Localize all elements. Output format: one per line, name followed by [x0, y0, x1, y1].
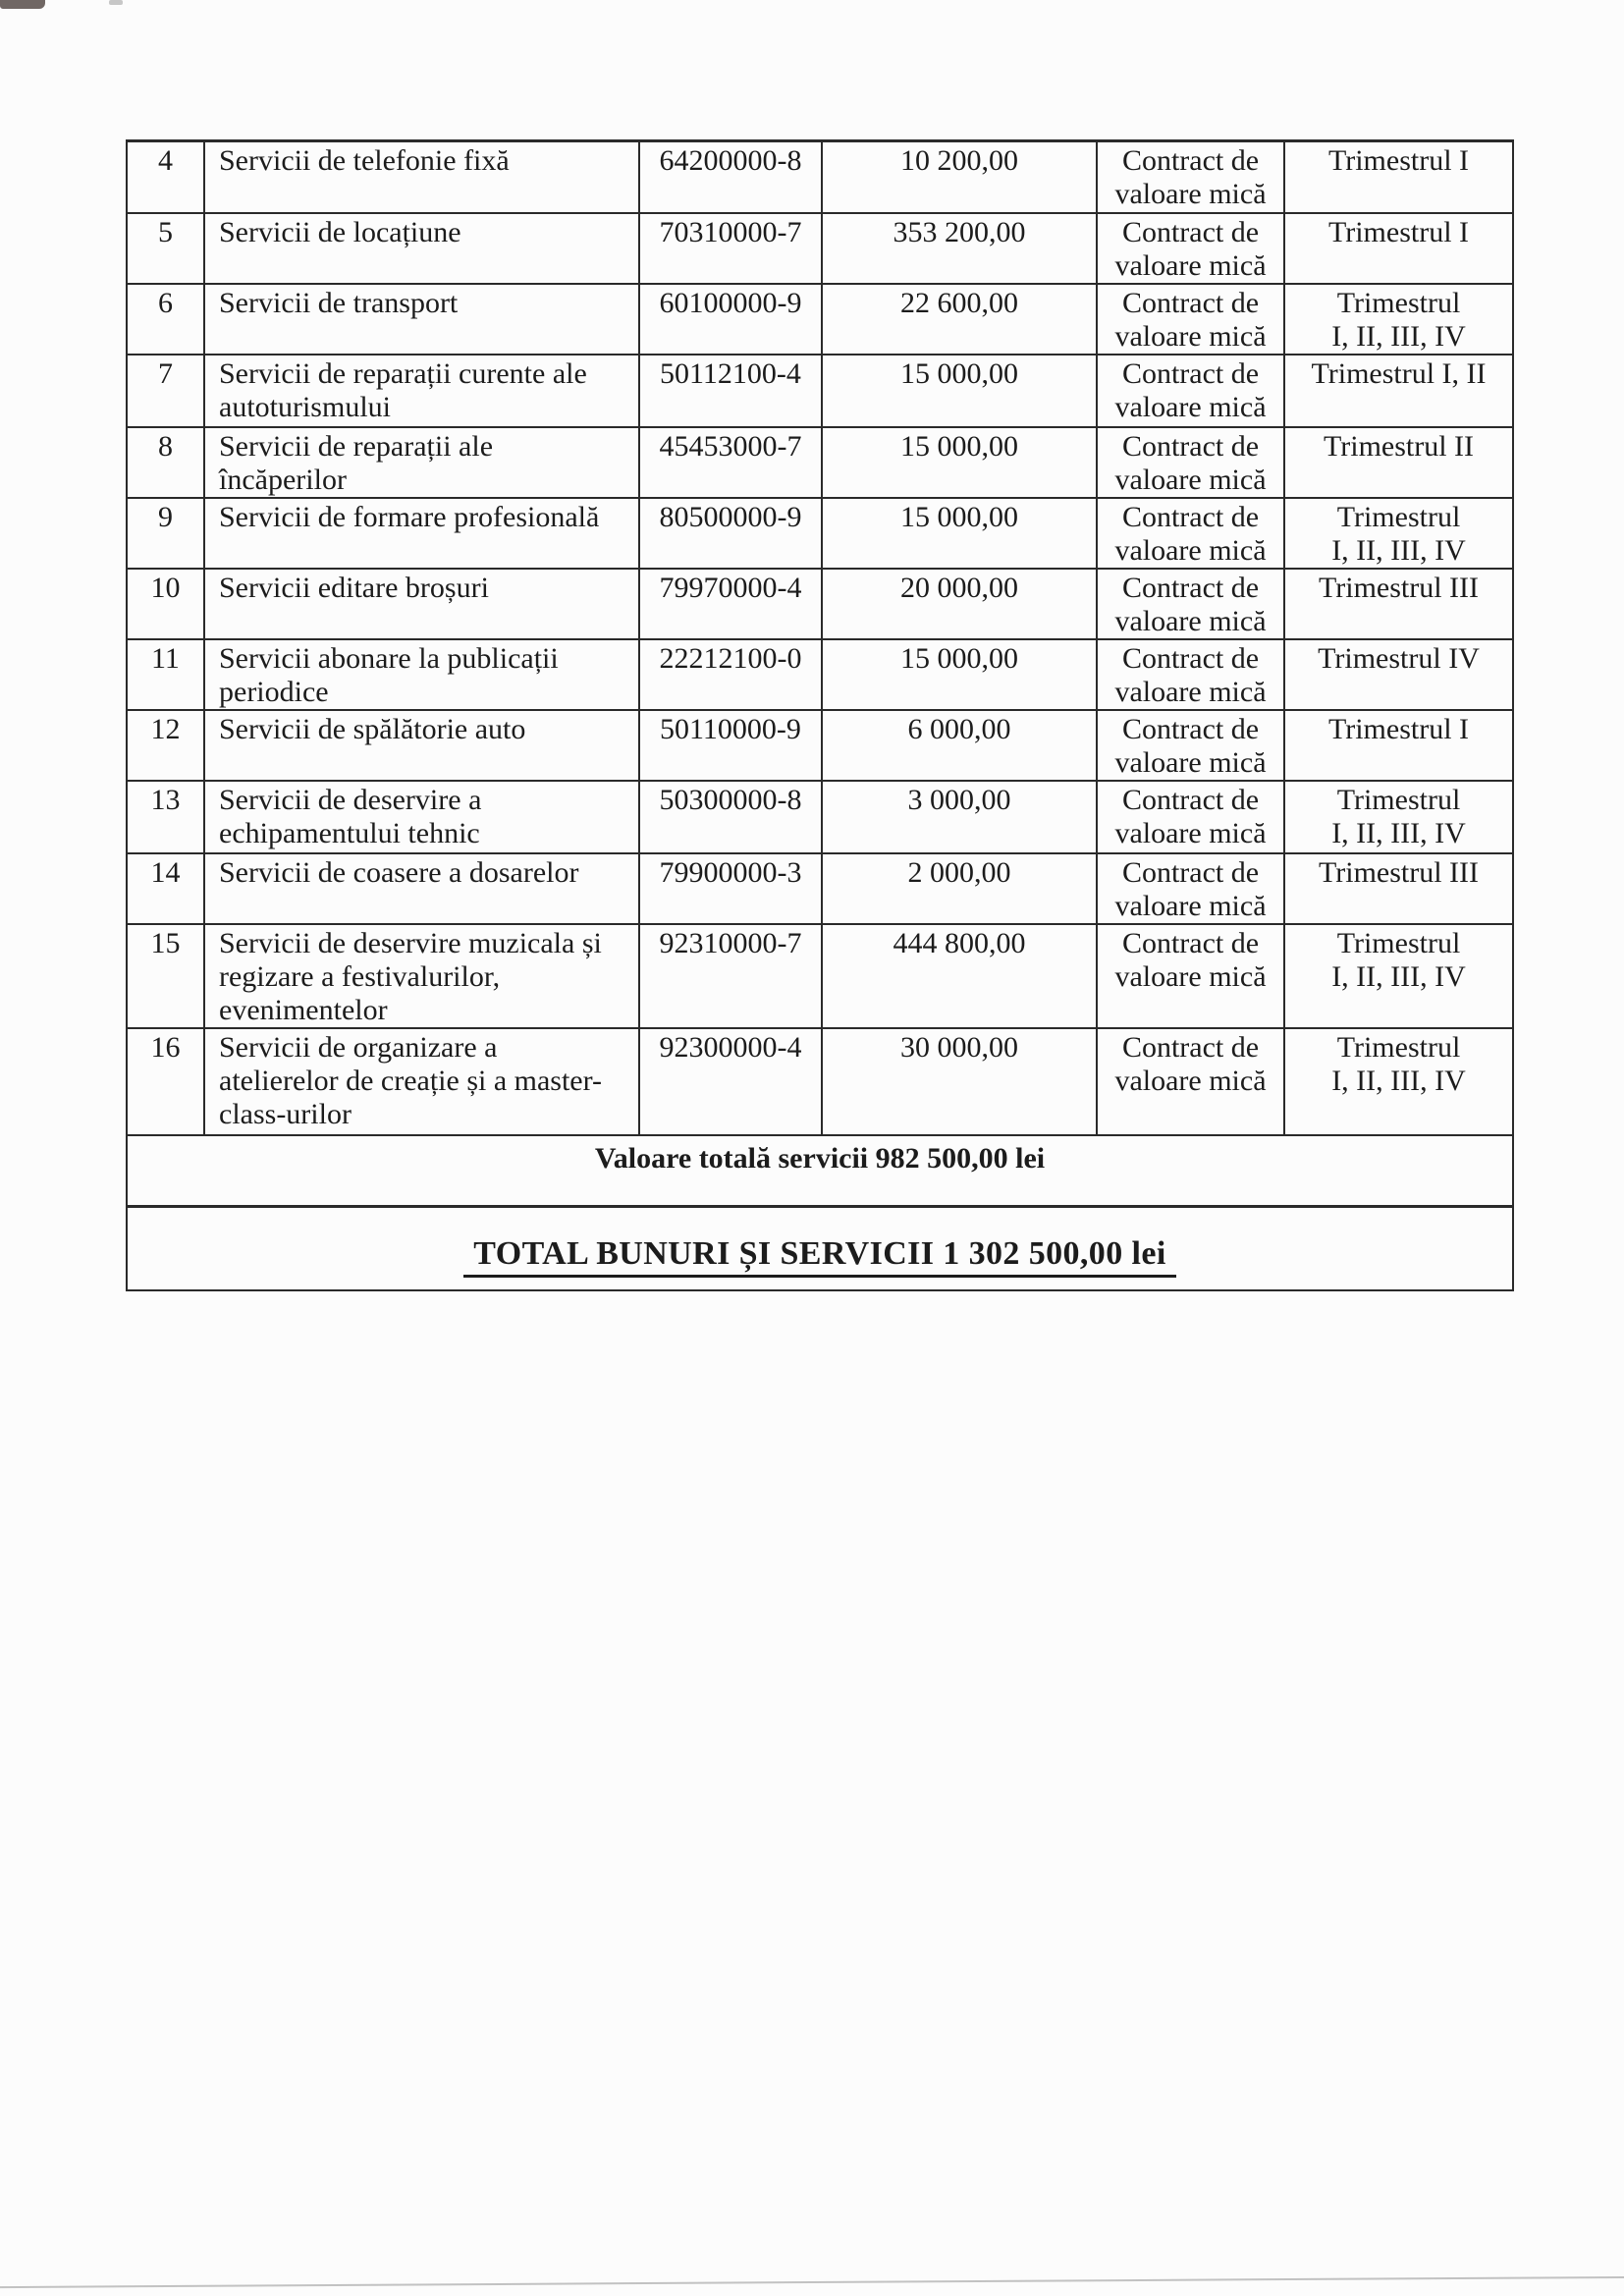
row-number-cell-line: 12 [150, 712, 181, 745]
procedure-cell [1097, 710, 1284, 781]
procedure-cell-line: valoare mică [1114, 319, 1267, 353]
amount-cell-line: 6 000,00 [907, 712, 1011, 745]
procedure-cell-line: valoare mică [1114, 248, 1267, 282]
amount-cell [822, 213, 1097, 284]
service-name-cell [204, 569, 639, 639]
row-number-cell [127, 498, 204, 569]
amount-cell-line: 353 200,00 [893, 215, 1026, 248]
service-name-cell [204, 498, 639, 569]
service-name-cell-line: regizare a festivalurilor, [219, 959, 501, 993]
table-row [127, 569, 1513, 639]
cpv-code-cell [639, 284, 822, 355]
cpv-code-cell-line: 22212100-0 [659, 641, 802, 675]
table-row [127, 141, 1513, 213]
period-cell-line: Trimestrul II [1323, 429, 1475, 463]
amount-cell-line: 2 000,00 [907, 855, 1011, 889]
procedure-cell-line: Contract de [1121, 500, 1260, 533]
row-number-cell [127, 141, 204, 213]
procedure-cell-line: valoare mică [1114, 959, 1267, 993]
procedure-cell-line: Contract de [1121, 855, 1260, 889]
period-cell-line: Trimestrul [1336, 286, 1461, 319]
service-name-cell-line: Servicii de deservire muzicala și [219, 926, 602, 959]
service-name-cell-line: echipamentului tehnic [219, 816, 480, 849]
row-number-cell [127, 1028, 204, 1135]
cpv-code-cell [639, 569, 822, 639]
period-cell-line: I, II, III, IV [1331, 533, 1466, 567]
cpv-code-cell-line: 45453000-7 [659, 429, 802, 463]
service-name-cell [204, 639, 639, 710]
procedure-cell [1097, 141, 1284, 213]
period-cell [1284, 853, 1513, 924]
procedure-cell [1097, 639, 1284, 710]
amount-cell-line: 15 000,00 [900, 500, 1018, 533]
procurement-table-footer [127, 1135, 1513, 1290]
procedure-cell [1097, 213, 1284, 284]
table-row [127, 853, 1513, 924]
procedure-cell-line: valoare mică [1114, 1064, 1267, 1097]
period-cell [1284, 924, 1513, 1028]
table-row [127, 639, 1513, 710]
procedure-cell-line: valoare mică [1114, 463, 1267, 496]
row-number-cell-line: 11 [151, 641, 180, 675]
row-number-cell-line: 10 [150, 571, 181, 604]
cpv-code-cell [639, 710, 822, 781]
procedure-cell-line: Contract de [1121, 144, 1260, 177]
period-cell [1284, 710, 1513, 781]
service-name-cell [204, 853, 639, 924]
cpv-code-cell-line: 80500000-9 [659, 500, 802, 533]
period-cell [1284, 498, 1513, 569]
service-name-cell [204, 427, 639, 498]
row-number-cell-line: 9 [158, 500, 173, 533]
cpv-code-cell [639, 639, 822, 710]
services-total-label: Valoare totală servicii 982 500,00 lei [594, 1141, 1046, 1175]
procedure-cell-line: valoare mică [1114, 390, 1267, 423]
procedure-cell-line: Contract de [1121, 356, 1260, 390]
row-number-cell [127, 569, 204, 639]
procedure-cell [1097, 781, 1284, 853]
cpv-code-cell [639, 141, 822, 213]
table-row [127, 498, 1513, 569]
procedure-cell-line: valoare mică [1114, 604, 1267, 637]
row-number-cell-line: 14 [150, 855, 181, 889]
service-name-cell-line: Servicii de spălătorie auto [219, 712, 526, 745]
service-name-cell-line: Servicii editare broșuri [219, 571, 489, 604]
service-name-cell-line: Servicii de organizare a [219, 1030, 498, 1064]
cpv-code-cell [639, 781, 822, 853]
amount-cell-line: 10 200,00 [900, 144, 1018, 177]
procedure-cell [1097, 853, 1284, 924]
row-number-cell-line: 15 [150, 926, 181, 959]
amount-cell [822, 355, 1097, 427]
period-cell [1284, 639, 1513, 710]
amount-cell [822, 710, 1097, 781]
cpv-code-cell [639, 924, 822, 1028]
amount-cell [822, 141, 1097, 213]
procedure-cell-line: valoare mică [1114, 178, 1267, 210]
row-number-cell [127, 781, 204, 853]
service-name-cell-line: Servicii abonare la publicații [219, 641, 559, 675]
service-name-cell-line: periodice [219, 675, 329, 708]
scan-smudge-mark [0, 0, 45, 9]
period-cell [1284, 213, 1513, 284]
service-name-cell-line: Servicii de reparații curente ale [219, 356, 587, 390]
row-number-cell [127, 639, 204, 710]
amount-cell [822, 284, 1097, 355]
amount-cell-line: 20 000,00 [900, 571, 1018, 604]
cpv-code-cell-line: 79970000-4 [659, 571, 802, 604]
service-name-cell-line: class-urilor [219, 1097, 352, 1130]
period-cell-line: I, II, III, IV [1331, 816, 1466, 849]
service-name-cell-line: Servicii de transport [219, 286, 459, 319]
amount-cell-line: 3 000,00 [907, 783, 1011, 816]
service-name-cell-line: atelierelor de creație și a master- [219, 1064, 602, 1097]
cpv-code-cell-line: 64200000-8 [659, 144, 802, 177]
period-cell-line: Trimestrul I [1327, 144, 1470, 177]
procedure-cell-line: Contract de [1121, 1030, 1260, 1064]
amount-cell [822, 781, 1097, 853]
row-number-cell-line: 4 [158, 144, 173, 177]
procedure-cell-line: Contract de [1121, 429, 1260, 463]
procedure-cell [1097, 498, 1284, 569]
period-cell-line: Trimestrul IV [1318, 641, 1480, 675]
scan-dot-mark [109, 0, 123, 5]
cpv-code-cell [639, 1028, 822, 1135]
procedure-cell [1097, 924, 1284, 1028]
row-number-cell-line: 6 [158, 286, 173, 319]
procedure-cell-line: Contract de [1121, 571, 1260, 604]
period-cell-line: Trimestrul [1336, 500, 1461, 533]
table-row [127, 1028, 1513, 1135]
period-cell-line: Trimestrul [1336, 783, 1461, 816]
procurement-services-table [126, 139, 1514, 1291]
row-number-cell [127, 853, 204, 924]
procedure-cell-line: valoare mică [1114, 745, 1267, 779]
service-name-cell-line: Servicii de formare profesională [219, 500, 600, 533]
row-number-cell-line: 7 [158, 356, 173, 390]
row-number-cell-line: 5 [158, 215, 173, 248]
service-name-cell [204, 924, 639, 1028]
grand-total-cell [127, 1206, 1513, 1290]
service-name-cell-line: Servicii de telefonie fixă [219, 144, 510, 177]
cpv-code-cell-line: 50300000-8 [659, 783, 802, 816]
cpv-code-cell-line: 70310000-7 [659, 215, 802, 248]
period-cell-line: I, II, III, IV [1331, 1064, 1466, 1097]
period-cell-line: Trimestrul III [1318, 855, 1480, 889]
procedure-cell [1097, 1028, 1284, 1135]
period-cell-line: Trimestrul I [1327, 215, 1470, 248]
row-number-cell [127, 710, 204, 781]
cpv-code-cell-line: 50112100-4 [660, 356, 801, 390]
row-number-cell-line: 16 [150, 1030, 181, 1064]
procurement-table-body [127, 141, 1513, 1135]
procedure-cell-line: valoare mică [1114, 889, 1267, 922]
period-cell [1284, 569, 1513, 639]
row-number-cell [127, 284, 204, 355]
service-name-cell-line: evenimentelor [219, 993, 388, 1026]
table-row [127, 355, 1513, 427]
table-row [127, 710, 1513, 781]
period-cell-line: Trimestrul I [1327, 712, 1470, 745]
procedure-cell-line: Contract de [1121, 783, 1260, 816]
cpv-code-cell-line: 60100000-9 [659, 286, 802, 319]
cpv-code-cell-line: 50110000-9 [660, 712, 801, 745]
procedure-cell [1097, 569, 1284, 639]
table-row [127, 213, 1513, 284]
table-row [127, 284, 1513, 355]
services-total-cell [127, 1135, 1513, 1207]
table-row [127, 781, 1513, 853]
period-cell [1284, 781, 1513, 853]
procedure-cell-line: valoare mică [1114, 816, 1267, 849]
bottom-scan-line [0, 2276, 1624, 2288]
cpv-code-cell [639, 427, 822, 498]
period-cell [1284, 1028, 1513, 1135]
amount-cell-line: 444 800,00 [893, 926, 1026, 959]
procedure-cell-line: Contract de [1121, 641, 1260, 675]
period-cell [1284, 427, 1513, 498]
procedure-cell-line: valoare mică [1114, 533, 1267, 567]
amount-cell [822, 853, 1097, 924]
row-number-cell-line: 13 [150, 783, 181, 816]
procedure-cell [1097, 284, 1284, 355]
service-name-cell [204, 213, 639, 284]
period-cell [1284, 355, 1513, 427]
amount-cell-line: 15 000,00 [900, 641, 1018, 675]
cpv-code-cell-line: 92300000-4 [659, 1030, 802, 1064]
grand-total-row [127, 1206, 1513, 1290]
service-name-cell-line: Servicii de reparații ale [219, 429, 494, 463]
amount-cell [822, 639, 1097, 710]
service-name-cell-line: autoturismului [219, 390, 391, 423]
service-name-cell [204, 1028, 639, 1135]
service-name-cell [204, 141, 639, 213]
service-name-cell [204, 710, 639, 781]
amount-cell [822, 498, 1097, 569]
amount-cell-line: 30 000,00 [900, 1030, 1018, 1064]
procedure-cell [1097, 427, 1284, 498]
amount-cell [822, 427, 1097, 498]
procedure-cell-line: Contract de [1121, 712, 1260, 745]
procedure-cell-line: Contract de [1121, 215, 1260, 248]
row-number-cell [127, 427, 204, 498]
period-cell-line: Trimestrul III [1318, 571, 1480, 604]
procedure-cell [1097, 355, 1284, 427]
period-cell [1284, 141, 1513, 213]
table-row [127, 924, 1513, 1028]
service-name-cell [204, 355, 639, 427]
row-number-cell [127, 924, 204, 1028]
amount-cell-line: 22 600,00 [900, 286, 1018, 319]
amount-cell-line: 15 000,00 [900, 356, 1018, 390]
amount-cell [822, 1028, 1097, 1135]
services-total-row [127, 1135, 1513, 1207]
cpv-code-cell [639, 853, 822, 924]
cpv-code-cell-line: 92310000-7 [659, 926, 802, 959]
amount-cell [822, 924, 1097, 1028]
cpv-code-cell [639, 355, 822, 427]
service-name-cell-line: Servicii de coasere a dosarelor [219, 855, 579, 889]
cpv-code-cell [639, 498, 822, 569]
period-cell-line: Trimestrul [1336, 1030, 1461, 1064]
service-name-cell [204, 284, 639, 355]
period-cell [1284, 284, 1513, 355]
row-number-cell [127, 213, 204, 284]
row-number-cell-line: 8 [158, 429, 173, 463]
procedure-cell-line: Contract de [1121, 926, 1260, 959]
procedure-cell-line: Contract de [1121, 286, 1260, 319]
period-cell-line: I, II, III, IV [1331, 319, 1466, 353]
service-name-cell [204, 781, 639, 853]
amount-cell [822, 569, 1097, 639]
amount-cell-line: 15 000,00 [900, 429, 1018, 463]
period-cell-line: Trimestrul I, II [1311, 356, 1487, 390]
period-cell-line: Trimestrul [1336, 926, 1461, 959]
grand-total-label: TOTAL BUNURI ȘI SERVICII 1 302 500,00 lei [463, 1235, 1175, 1278]
service-name-cell-line: Servicii de locațiune [219, 215, 461, 248]
cpv-code-cell [639, 213, 822, 284]
cpv-code-cell-line: 79900000-3 [659, 855, 802, 889]
service-name-cell-line: Servicii de deservire a [219, 783, 482, 816]
table-row [127, 427, 1513, 498]
service-name-cell-line: încăperilor [219, 463, 347, 496]
period-cell-line: I, II, III, IV [1331, 959, 1466, 993]
row-number-cell [127, 355, 204, 427]
procedure-cell-line: valoare mică [1114, 675, 1267, 708]
